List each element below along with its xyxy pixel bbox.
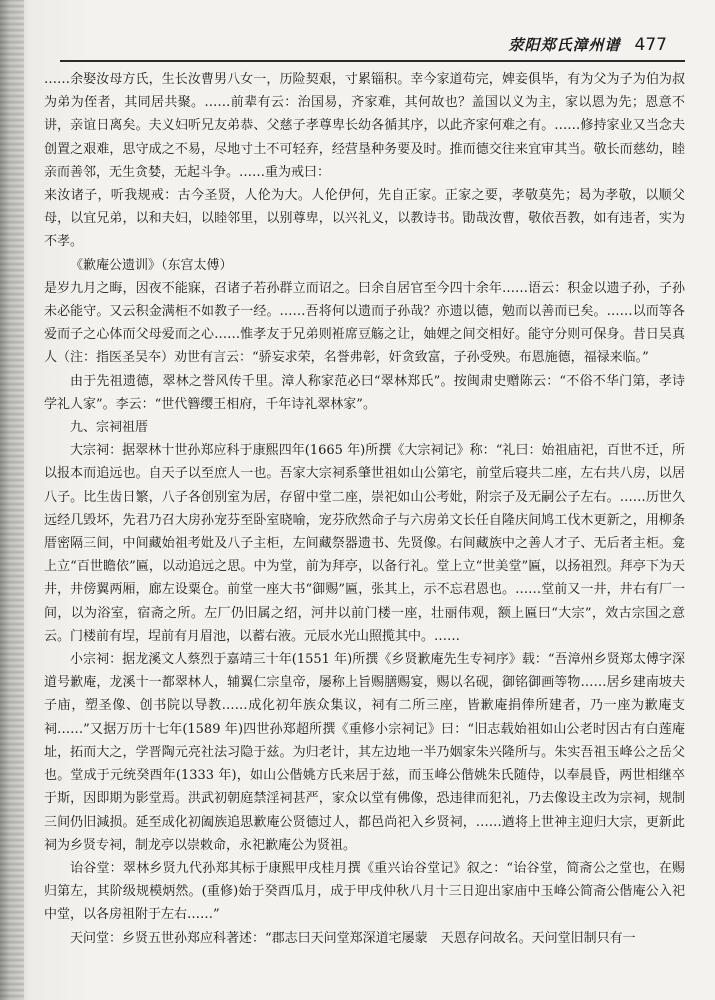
header-rule bbox=[60, 60, 685, 62]
paragraph-great-ancestral-hall: 大宗祠：据翠林十世孙郑应科于康熙四年(1665 年)所撰《大宗祠记》称：“礼曰：始祖庙祀，百世不迁，所以报本而追远也。自天子以至庶人一也。吾家大宗祠系肇世祖如山公第宅，前堂后寝共二座，左右共八房，以居八子。比生齿日繁，八子各创别室为居，存留中堂二座，崇祀如山公考妣，附宗子及无嗣公子左右。……历世久远经几毁坏，先君乃召大房孙宠芬至卧室晓喻，宠芬欣然命子与六房弟文长任自隆庆间鸠工伐木更新之，用柳条厝密隔三间，中间藏始祖考妣及八子主柜，左间藏祭器遗书、先贤像。右间藏族中之善人才子、无后者主柜。龛上立“百世瞻依”匾，以动追远之思。中为堂，前为拜亭，以备行礼。堂上立“世美堂”匾，以扬祖烈。拜亭下为天井，井傍翼两厢，廊左设粟仓。前堂一座大书“御赐”匾，张其上，示不忘君恩也。……堂前又一井，井右有厂一间，以为浴室，宿斋之所。左厂仍旧属之绍，河井以前门楼一座，壮丽伟观，额上匾曰“大宗”，效古宗国之意云。门楼前有埕，埕前有月眉池，以蓄右液。元辰水光山照揽其中。…… bbox=[44, 443, 685, 644]
paragraph-testament: 是岁九月之晦，因夜不能寐，召诸子若孙群立而诏之。曰余自居官至今四十余年……语云：积金以遗子孙，子孙未必能守。又云积金满柜不如教子一经。……吾将何以遗而子孙哉？亦遗以德，勉而以善而已矣。……以而等各爱而子之心体而父母爱而之心……惟孝友于兄弟则袵席豆觞之让，妯娌之间交相好。能守分则可保身。昔日吴真人（注：指医圣吴夲）劝世有言云：“骄妄求荣，名誉弗彰，奸贪致富，子孙受殃。布恩施德，福禄来临。” bbox=[44, 280, 685, 366]
running-header bbox=[509, 34, 667, 55]
paragraph-yigu-hall: 诒谷堂：翠林乡贤九代孙郑其标于康熙甲戌桂月撰《重兴诒谷堂记》叙之：“诒谷堂，简斋公之堂也，在赐归第左，其阶级规模炳然。(重修)始于癸酉瓜月，成于甲戌仲秋八月十三日迎出家庙中玉峰公简斋公偕庵公入祀中堂，以各房祖附于左右……” bbox=[44, 860, 685, 923]
paragraph-family-instructions: ……余娶汝母方氏，生长汝曹男八女一，历险契艰，寸累锱积。幸今家道苟完，婢妾俱毕，有为父为子为伯为叔为弟为侄者，其同居共聚。……前辈有云：治国易，齐家难，其何故也？盖国以义为主，家以恩为先；恩意不讲，亲谊日离矣。夫义妇听兄友弟恭、父慈子孝尊卑长幼各循其序，以此齐家何难之有。……修持家业又当念夫创置之艰难，思守成之不易，尽地寸土不可轻弃，经营垦种务要及时。推而德交往来宜审其当。敬长而慈幼，睦亲而善邻，无生贪婪，无起斗争。……重为戒曰： bbox=[44, 72, 685, 180]
paragraph-reputation: 由于先祖遗德，翠林之誉风传千里。漳人称家范必曰“翠林郑氏”。按闽肃史赠陈云：“不俗不华门第，孝诗学礼人家”。李云：“世代簪缨王相府，千年诗礼翠林家”。 bbox=[44, 373, 685, 412]
running-title: 荥阳郑氏漳州谱 bbox=[508, 36, 621, 54]
paragraph-admonition: 来汝诸子，听我规戒：古今圣贤，人伦为大。人伦伊何，先自正家。正家之要，孝敬莫先；曷为孝敬，以顺父母，以宜兄弟，以和夫妇，以睦邻里，以别尊卑，以兴礼义，以教诗书。勖哉汝曹，敬依吾教，如有违者，实为不孝。 bbox=[44, 188, 685, 250]
page-number: 477 bbox=[634, 35, 667, 55]
section-heading-ancestral-halls: 九、宗祠祖厝 bbox=[70, 420, 149, 436]
paragraph-tianwen-hall: 天问堂：乡贤五世孙郑应科著述：“郡志曰天问堂郑深道宅屡蒙 天恩存问故名。天问堂旧制只有一 bbox=[70, 930, 636, 946]
binding-shadow bbox=[0, 0, 24, 1000]
page-body bbox=[44, 68, 685, 950]
section-heading-testament: 《歉庵公遗训》（东宫太傅） bbox=[70, 257, 233, 273]
paragraph-small-ancestral-hall: 小宗祠：据龙溪文人蔡烈于嘉靖三十年(1551 年)所撰《乡贤歉庵先生专祠序》载：“吾漳州乡贤郑太傅字深道号歉庵，龙溪十一都翠林人，辅翼仁宗皇帝，屡称上旨赐膳赐宴，赐以名砚，御铭御画等物……居乡建南坡夫子庙，塑圣像、创书院以导教……成化初年族众集议，祠有二所三座，皆歉庵捐俸所建者，乃一座为歉庵支祠……”又据万历十七年(1589 年)四世孙郑超所撰《重修小宗祠记》曰：“旧志载始祖如山公老时因古有白莲庵址，拓而大之，学晋陶元亮社法习隐于兹。为归老计，其左边地一半乃姻家朱兴隆所与。朱实吾祖玉峰公之岳父也。堂成于元统癸酉年(1333 年)，如山公偕姚方氏来居于兹，而玉峰公偕姚朱氏随侍，以奉晨昏，两世相继卒于斯，因即期为影堂焉。洪武初朝庭禁淫祠甚严，家众以堂有佛像，恐违律而犯礼，乃去像设主改为宗祠，规制三间仍旧減损。延至成化初阖族追思歉庵公贤德过人，都邑尚祀入乡贤祠，……遒将上世神主迎归大宗，更新此祠为乡贤专祠，制龙亭以崇敕命，永祀歉庵公为贤祖。 bbox=[44, 652, 685, 853]
